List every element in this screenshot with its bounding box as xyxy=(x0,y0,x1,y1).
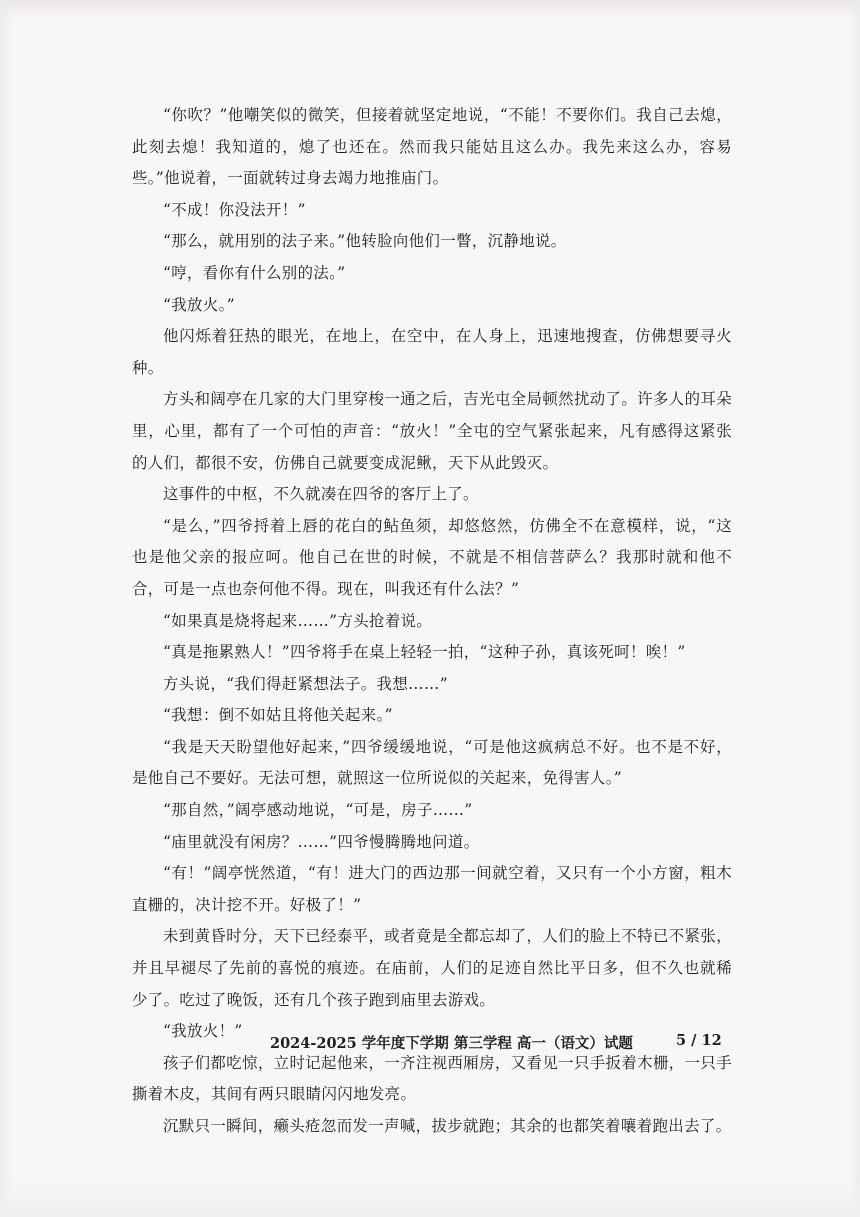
paragraph: “是么，”四爷捋着上唇的花白的鲇鱼须，却悠悠然，仿佛全不在意模样，说，“这也是他父亲的报应呵。他自己在世的时候，不就是不相信菩萨么？我那时就和他不合，可是一点也奈何他不得。现在，叫我还有什么法？” xyxy=(132,516,732,598)
paragraph: “真是拖累熟人！”四爷将手在桌上轻轻一拍，“这种子孙，真该死呵！唉！” xyxy=(163,643,686,662)
paragraph: “庙里就没有闲房？……”四爷慢腾腾地问道。 xyxy=(163,832,480,851)
paragraph: 孩子们都吃惊，立时记起他来，一齐注视西厢房，又看见一只手扳着木栅，一只手撕着木皮，其间有两只眼睛闪闪地发亮。 xyxy=(132,1053,732,1104)
scan-edge-top xyxy=(0,0,860,18)
paragraph: “那么，就用别的法子来。”他转脸向他们一瞥，沉静地说。 xyxy=(163,232,567,251)
paragraph: “有！”阔亭恍然道，“有！进大门的西边那一间就空着，又只有一个小方窗，粗木直栅的，决计挖不开。好极了！” xyxy=(132,864,732,914)
exam-title: 2024-2025 学年度下学期 第三学程 高一（语文）试题 xyxy=(270,1035,633,1052)
paragraph: 未到黄昏时分，天下已经泰平，或者竟是全都忘却了，人们的脸上不特已不紧张，并且早褪尽了先前的喜悦的痕迹。在庙前，人们的足迹自然比平日多，但不久也就稀少了。吃过了晚饭，还有几个孩子跑到庙里去游戏。 xyxy=(132,927,732,1009)
paragraph: “我想：倒不如姑且将他关起来。” xyxy=(163,706,393,725)
paragraph: 沉默只一瞬间，癞头疮忽而发一声喊，拔步就跑；其余的也都笑着嚷着跑出去了。 xyxy=(163,1117,732,1135)
paragraph: “我放火！” xyxy=(163,1022,243,1041)
paragraph: “那自然，”阔亭感动地说，“可是，房子……” xyxy=(163,801,473,820)
paragraph: 他闪烁着狂热的眼光，在地上，在空中，在人身上，迅速地搜查，仿佛想要寻火种。 xyxy=(132,327,732,377)
page-number: 5 / 12 xyxy=(676,1032,722,1049)
page-footer xyxy=(0,1032,860,1056)
paragraph: 方头和阔亭在几家的大门里穿梭一通之后，吉光屯全局顿然扰动了。许多人的耳朵里，心里，都有了一个可怕的声音：“放火！”全屯的空气紧张起来，凡有感得这紧张的人们，都很不安，仿佛自己就要变成泥鳅，天下从此毁灭。 xyxy=(132,390,732,472)
paragraph: “我是天天盼望他好起来，”四爷缓缓地说，“可是他这疯病总不好。也不是不好，是他自己不要好。无法可想，就照这一位所说似的关起来，免得害人。” xyxy=(132,737,732,788)
document-body xyxy=(132,100,732,1143)
paragraph: “不成！你没法开！” xyxy=(163,200,306,219)
paragraph: “你吹？”他嘲笑似的微笑，但接着就坚定地说，“不能！不要你们。我自己去熄，此刻去熄！我知道的，熄了也还在。然而我只能姑且这么办。我先来这么办，容易些。”他说着，一面就转过身去竭力地推庙门。 xyxy=(132,106,732,188)
scan-edge-bottom xyxy=(0,1177,860,1217)
paragraph: 方头说，“我们得赶紧想法子。我想……” xyxy=(163,674,448,693)
paragraph: “哼，看你有什么别的法。” xyxy=(163,263,346,282)
paragraph: 这事件的中枢，不久就凑在四爷的客厅上了。 xyxy=(163,485,479,504)
paragraph: “如果真是烧将起来……”方头抢着说。 xyxy=(163,611,433,630)
paragraph: “我放火。” xyxy=(163,295,235,314)
